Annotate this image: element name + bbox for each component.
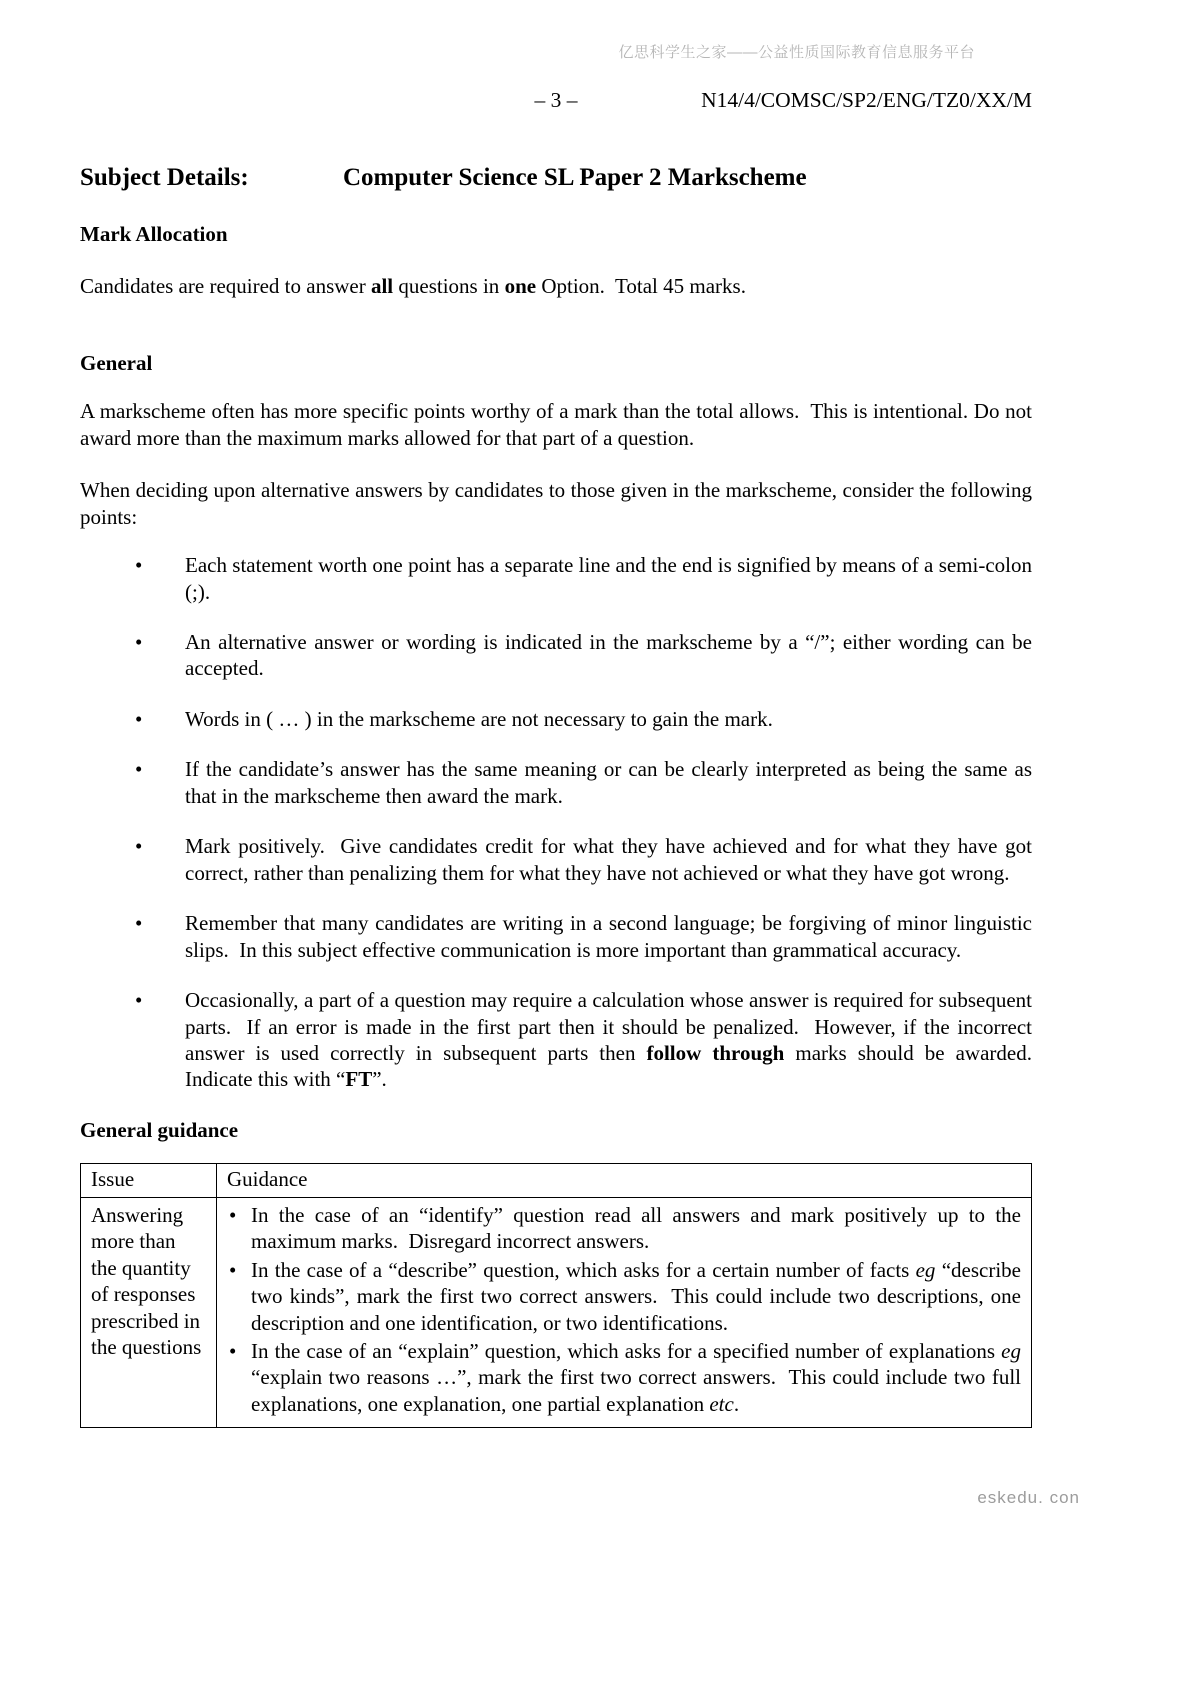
guidance-bullet-list: [227, 1202, 1027, 1418]
page-number: – 3 –: [534, 87, 578, 112]
general-paragraph-1-text: A markscheme often has more specific points worthy of a mark than the total allows. This is intentional. Do not award more than the maximum marks allowed for that part of a question.: [80, 399, 1038, 450]
table-row: [81, 1197, 1032, 1428]
guidance-italic-eg: eg: [915, 1257, 936, 1282]
list-item: [227, 1338, 1027, 1417]
bullet-text: If the candidate’s answer has the same meaning or can be clearly interpreted as being the same as that in the markscheme then award the mark.: [185, 757, 1038, 808]
paper-code: N14/4/COMSC/SP2/ENG/TZ0/XX/M: [701, 87, 1032, 112]
guidance-column-header: Guidance: [217, 1164, 1032, 1197]
bullet-text: Remember that many candidates are writing in a second language; be forgiving of minor linguistic slips. In this subject effective communication is more important than grammatical accuracy.: [185, 911, 1038, 962]
subject-details-row: [80, 163, 1032, 193]
bullet-bold-ft: FT: [345, 1067, 373, 1092]
bullet-icon: •: [135, 629, 143, 654]
issue-cell: [81, 1197, 217, 1428]
general-paragraph-1: [80, 398, 1038, 451]
list-item: [80, 987, 1043, 1093]
paper-title: Computer Science SL Paper 2 Markscheme: [343, 163, 807, 191]
bullet-icon: •: [135, 706, 143, 731]
issue-cell-text: Answering more than the quantity of responses prescribed in the questions: [91, 1202, 206, 1360]
guidance-italic-etc: etc: [709, 1391, 734, 1416]
bullet-bold-follow-through: follow through: [646, 1040, 785, 1065]
mark-allocation-text-part: questions in: [393, 274, 505, 299]
bottom-watermark-text: eskedu. con: [977, 1488, 1080, 1507]
mark-allocation-bold-one: one: [504, 274, 537, 299]
guidance-bullet-text: “describe two kinds”, mark the first two correct answers. This could include two descriptions, one description and one identification, or two identifications.: [251, 1257, 1027, 1335]
list-item: [80, 910, 1038, 963]
bullet-text: Each statement worth one point has a separate line and the end is signified by means of a semi-colon (;).: [185, 553, 1038, 604]
list-item: [80, 629, 1038, 682]
mark-allocation-heading: Mark Allocation: [80, 221, 228, 246]
guidance-bullet-text: In the case of an “explain” question, which asks for a specified number of explanations: [251, 1339, 1002, 1364]
general-guidance-heading: General guidance: [80, 1117, 239, 1142]
top-watermark-text: 亿思科学生之家——公益性质国际教育信息服务平台: [618, 44, 975, 61]
bullet-icon: •: [135, 911, 143, 936]
guidance-table: [80, 1163, 1032, 1428]
bullet-icon: •: [135, 553, 143, 578]
mark-allocation-bold-all: all: [370, 274, 394, 299]
bullet-text: ”.: [372, 1067, 387, 1092]
guidance-cell: [217, 1197, 1032, 1428]
list-item: [227, 1202, 1027, 1255]
general-paragraph-2-text: When deciding upon alternative answers by candidates to those given in the markscheme, consider the following points:: [80, 478, 1038, 529]
bullet-text: Words in ( … ) in the markscheme are not necessary to gain the mark.: [185, 706, 773, 731]
list-item: [80, 833, 1038, 886]
bullet-text: Mark positively. Give candidates credit for what they have achieved and for what they have got correct, rather than penalizing them for what they have not achieved or what they have got wrong.: [185, 834, 1038, 885]
bullet-icon: •: [229, 1339, 237, 1364]
guidance-bullet-text: .: [733, 1391, 740, 1416]
mark-allocation-text-part: Candidates are required to answer: [80, 274, 371, 299]
general-heading: General: [80, 350, 153, 375]
issue-column-header: Issue: [81, 1164, 217, 1197]
general-paragraph-2: [80, 477, 1038, 530]
bullet-icon: •: [229, 1257, 237, 1282]
guidance-italic-eg: eg: [1001, 1339, 1021, 1364]
guidance-bullet-text: “explain two reasons …”, mark the first two correct answers. This could include two full explanations, one explanation, one partial explanation: [251, 1339, 1027, 1416]
guidance-bullet-text: In the case of an “identify” question read all answers and mark positively up to the maximum marks. Disregard incorrect answers.: [251, 1202, 1027, 1254]
table-header-row: [81, 1164, 1032, 1197]
guidance-bullet-text: In the case of a “describe” question, which asks for a certain number of facts: [251, 1257, 916, 1282]
list-item: [80, 756, 1038, 809]
bullet-icon: •: [229, 1202, 237, 1227]
bullet-text: marks should be awarded. Indicate this with “: [185, 1040, 1043, 1092]
page-header: [80, 87, 1032, 115]
bullet-text: Occasionally, a part of a question may require a calculation whose answer is required for subsequent parts. If an error is made in the first part then it should be penalized. However, if the incorrect answer is used correctly in subsequent parts then: [185, 988, 1038, 1065]
bullet-icon: •: [135, 757, 143, 782]
bullet-text: An alternative answer or wording is indicated in the markscheme by a “/”; either wording can be accepted.: [185, 629, 1038, 681]
general-bullet-list: [80, 552, 1043, 1093]
mark-allocation-text: [80, 273, 1032, 299]
list-item: [80, 706, 1032, 732]
bullet-icon: •: [135, 834, 143, 859]
list-item: [227, 1257, 1027, 1336]
page-content: [80, 0, 1043, 1428]
mark-allocation-text-part: Option. Total 45 marks.: [536, 274, 746, 299]
list-item: [80, 552, 1038, 605]
bullet-icon: •: [135, 988, 143, 1013]
subject-details-label: Subject Details:: [80, 163, 249, 191]
